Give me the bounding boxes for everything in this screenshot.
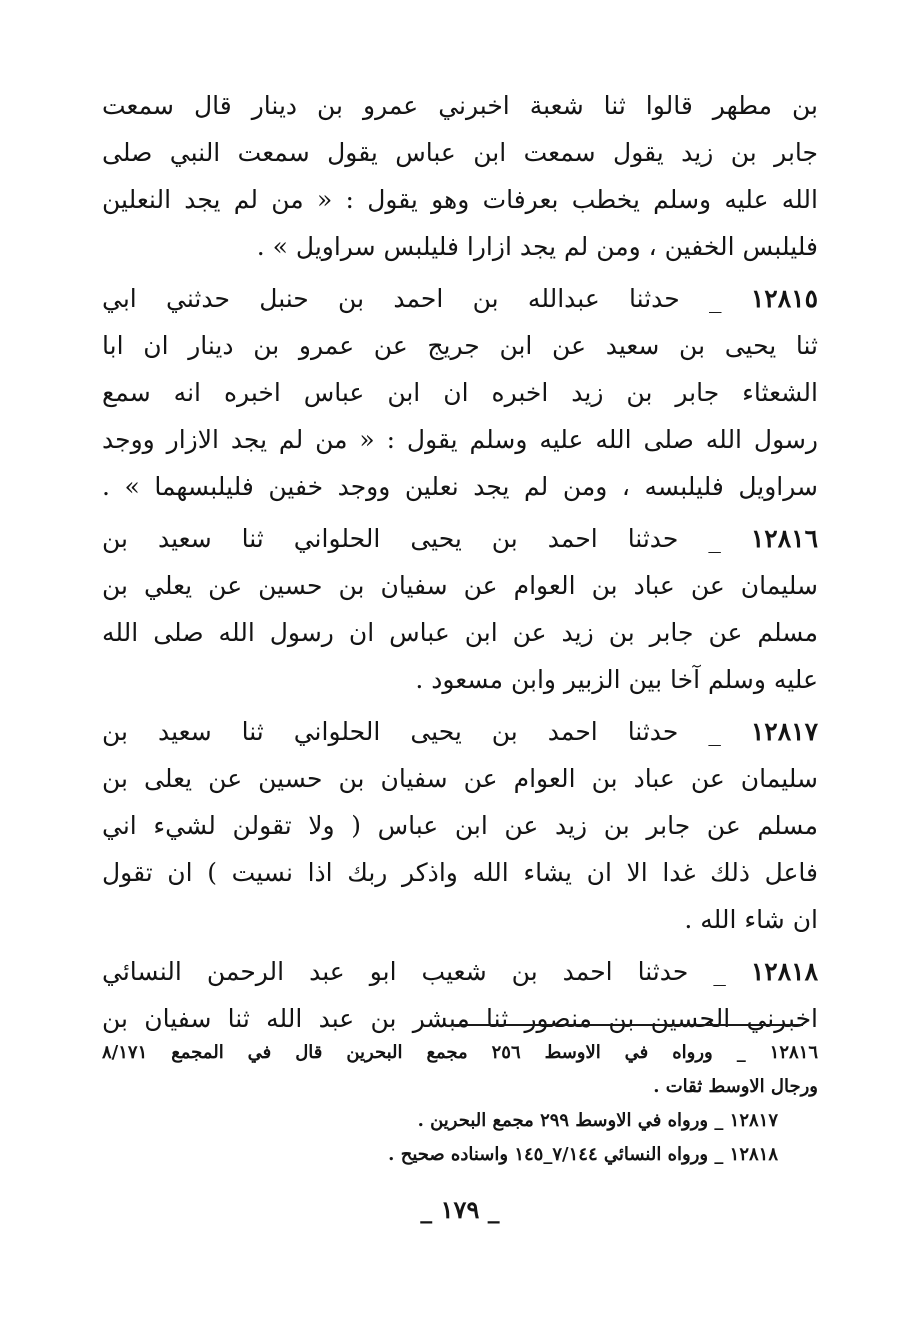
- text-line: [102, 948, 818, 995]
- text-line: مسلم عن جابر بن زيد عن ابن عباس ان رسول الله صلى الله: [102, 618, 818, 647]
- text-line-content: _ حدثنا احمد بن يحيى الحلواني ثنا سعيد بن: [102, 717, 721, 746]
- text-line: سليمان عن عباد بن العوام عن سفيان بن حسين عن يعلى بن: [102, 764, 818, 793]
- hadith-12817: [102, 708, 818, 943]
- hadith-number: ١٢٨١٨: [750, 957, 818, 986]
- text-line: [102, 275, 818, 322]
- text-line: الشعثاء جابر بن زيد اخبره ان ابن عباس اخبره انه سمع: [102, 378, 818, 407]
- text-line: الله عليه وسلم يخطب بعرفات وهو يقول : « من لم يجد النعلين: [102, 185, 818, 214]
- text-line: سراويل فليلبسه ، ومن لم يجد نعلين ووجد خفين فليلبسهما » .: [102, 472, 818, 501]
- text-line: مسلم عن جابر بن زيد عن ابن عباس ( ولا تقولن لشيء اني: [102, 811, 818, 840]
- text-line: ثنا يحيى بن سعيد عن ابن جريج عن عمرو بن دينار ان ابا: [102, 331, 818, 360]
- paragraph-continuation: [102, 82, 818, 270]
- text-line: [102, 515, 818, 562]
- text-line: فاعل ذلك غدا الا ان يشاء الله واذكر ربك اذا نسيت ) ان تقول: [102, 858, 818, 887]
- footnote-line: ١٢٨١٦ _ ورواه في الاوسط ٢٥٦ مجمع البحرين قال في المجمع ٨/١٧١: [102, 1042, 818, 1063]
- hadith-number: ١٢٨١٧: [750, 717, 818, 746]
- footnote-line: ورجال الاوسط ثقات .: [653, 1076, 818, 1097]
- hadith-number: ١٢٨١٥: [750, 284, 818, 313]
- main-text: [102, 82, 818, 1047]
- hadith-12815: [102, 275, 818, 510]
- hadith-12816: [102, 515, 818, 703]
- text-line: عليه وسلم آخا بين الزبير وابن مسعود .: [415, 665, 818, 694]
- footnote-line: ١٢٨١٨ _ ورواه النسائي ٧/١٤٤_١٤٥ واسناده صحيح .: [388, 1144, 778, 1165]
- text-line-content: _ حدثنا احمد بن يحيى الحلواني ثنا سعيد بن: [102, 524, 721, 553]
- text-line: رسول الله صلى الله عليه وسلم يقول : « من لم يجد الازار ووجد: [102, 425, 818, 454]
- hadith-number: ١٢٨١٦: [750, 524, 818, 553]
- footnote-line: ١٢٨١٧ _ ورواه في الاوسط ٢٩٩ مجمع البحرين .: [417, 1110, 778, 1131]
- text-line: بن مطهر قالوا ثنا شعبة اخبرني عمرو بن دينار قال سمعت: [102, 91, 818, 120]
- text-line-content: _ حدثنا احمد بن شعيب ابو عبد الرحمن النسائي: [102, 957, 726, 986]
- footnotes: [102, 1036, 818, 1172]
- text-line: ان شاء الله .: [684, 905, 818, 934]
- text-line: جابر بن زيد يقول سمعت ابن عباس يقول سمعت النبي صلى: [102, 138, 818, 167]
- hadith-12818: [102, 948, 818, 1042]
- text-line: اخبرني الحسين بن منصور ثنا مبشر بن عبد الله ثنا سفيان بن: [102, 1004, 818, 1033]
- text-line: [102, 708, 818, 755]
- footnote-divider: [451, 1024, 803, 1026]
- text-line: سليمان عن عباد بن العوام عن سفيان بن حسين عن يعلي بن: [102, 571, 818, 600]
- text-line: فليلبس الخفين ، ومن لم يجد ازارا فليلبس سراويل » .: [256, 232, 818, 261]
- text-line-content: _ حدثنا عبدالله بن احمد بن حنبل حدثني ابي: [102, 284, 722, 313]
- page-number: _ ١٧٩ _: [420, 1195, 500, 1224]
